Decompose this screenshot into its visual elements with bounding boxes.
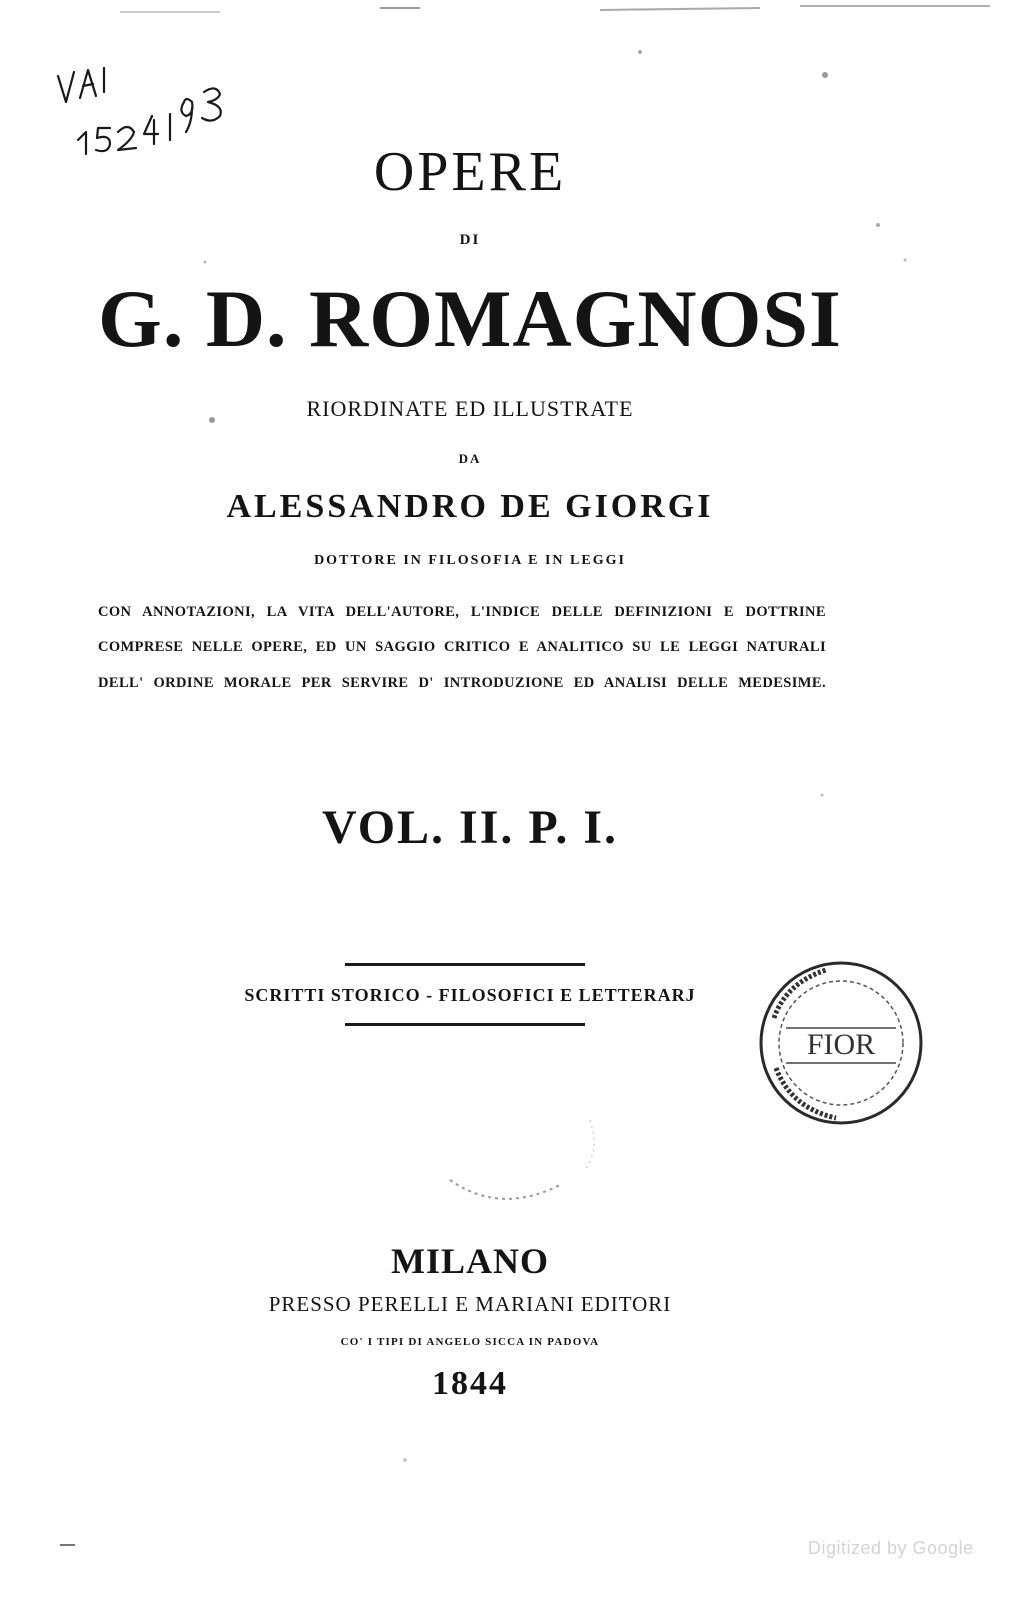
description-line: CON ANNOTAZIONI, LA VITA DELL'AUTORE, L'INDICE DELLE DEFINIZIONI E DOTTRINE [98, 604, 826, 620]
editor-name: ALESSANDRO DE GIORGI [226, 488, 714, 525]
description-line: DELL' ORDINE MORALE PER SERVIRE D' INTRODUZIONE ED ANALISI DELLE MEDESIME. [98, 675, 826, 691]
section-rule-bottom [345, 1023, 585, 1026]
title-connector-di: DI [459, 232, 481, 248]
description-line: COMPRESE NELLE OPERE, ED UN SAGGIO CRITICO E ANALITICO SU LE LEGGI NATURALI [98, 639, 826, 655]
stamp-text: FIOR [806, 1028, 876, 1061]
digitization-watermark: Digitized by Google [808, 1538, 974, 1558]
publication-city: MILANO [391, 1241, 549, 1281]
section-rule-top [345, 963, 585, 966]
section-title: SCRITTI STORICO - FILOSOFICI E LETTERARJ [244, 985, 696, 1005]
publisher: PRESSO PERELLI E MARIANI EDITORI [268, 1292, 672, 1316]
publication-year: 1844 [432, 1365, 508, 1402]
author-name: G. D. ROMAGNOSI [98, 273, 842, 364]
library-stamp [756, 958, 926, 1128]
editor-qualification: DOTTORE IN FILOSOFIA E IN LEGGI [314, 553, 626, 568]
volume-number: VOL. II. P. I. [321, 801, 618, 854]
title-connector-da: DA [458, 451, 482, 466]
subtitle: RIORDINATE ED ILLUSTRATE [306, 396, 634, 421]
printer-note: CO' I TIPI DI ANGELO SICCA IN PADOVA [340, 1336, 600, 1348]
work-title: OPERE [373, 141, 567, 203]
